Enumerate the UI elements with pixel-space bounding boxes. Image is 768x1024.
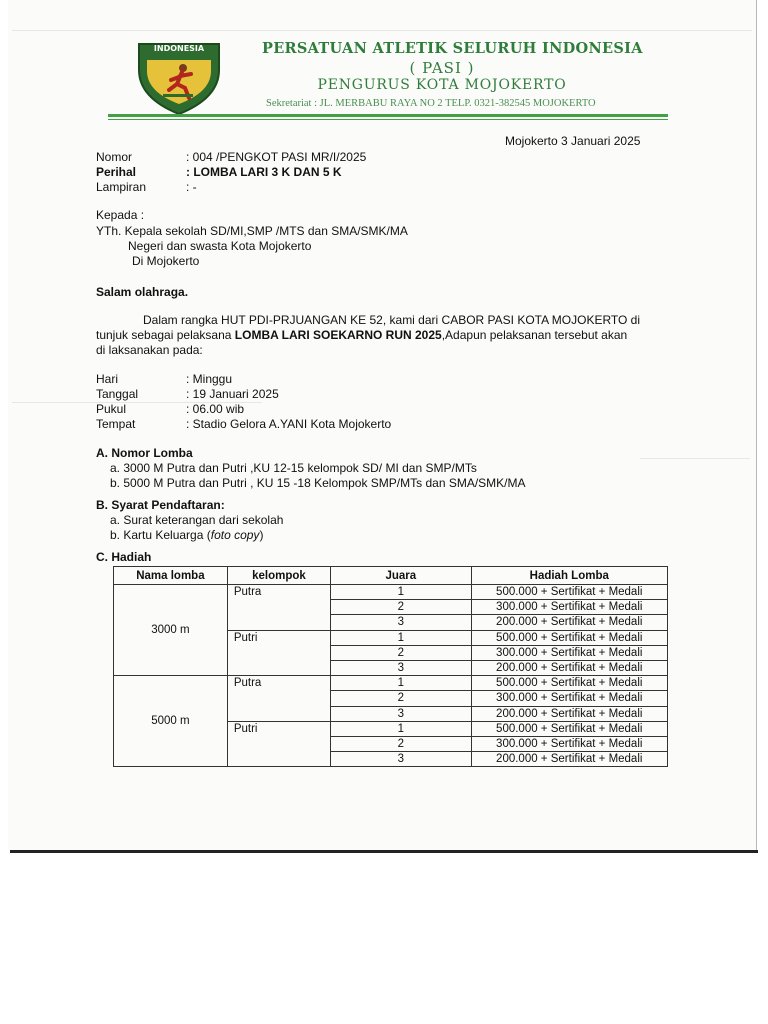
group-putri-cell: Putri xyxy=(227,721,330,767)
race-3000-cell: 3000 m xyxy=(114,585,228,676)
hadiah-cell: 300.000 + Sertifikat + Medali xyxy=(471,600,667,615)
logo-text: INDONESIA xyxy=(153,44,205,53)
pasi-logo-icon xyxy=(133,40,225,116)
pukul-label: Pukul xyxy=(96,402,127,416)
section-c-heading: C. Hadiah xyxy=(96,550,152,564)
body-line-3: di laksanakan pada: xyxy=(96,343,203,357)
greeting: Salam olahraga. xyxy=(96,285,189,299)
hadiah-cell: 300.000 + Sertifikat + Medali xyxy=(471,736,667,751)
juara-cell: 2 xyxy=(331,645,471,660)
kepada-label: Kepada : xyxy=(96,208,145,222)
hadiah-cell: 200.000 + Sertifikat + Medali xyxy=(471,752,667,767)
tanggal-value: : 19 Januari 2025 xyxy=(186,387,279,401)
org-title: PERSATUAN ATLETIK SELURUH INDONESIA xyxy=(262,40,643,57)
recipient-line-2: Negeri dan swasta Kota Mojokerto xyxy=(128,239,312,253)
body-line-1: Dalam rangka HUT PDI-PRJUANGAN KE 52, kami dari CABOR PASI KOTA MOJOKERTO di xyxy=(143,313,641,327)
nomor-value: : 004 /PENGKOT PASI MR/I/2025 xyxy=(186,150,367,164)
hadiah-cell: 200.000 + Sertifikat + Medali xyxy=(471,615,667,630)
section-a-heading: A. Nomor Lomba xyxy=(96,446,193,460)
juara-cell: 1 xyxy=(331,630,471,645)
juara-cell: 2 xyxy=(331,600,471,615)
hari-label: Hari xyxy=(96,372,119,386)
recipient-line-1: YTh. Kepala sekolah SD/MI,SMP /MTS dan SMA/SMK/MA xyxy=(96,224,408,238)
scan-fold-line xyxy=(12,30,752,31)
perihal-value: : LOMBA LARI 3 K DAN 5 K xyxy=(186,165,342,179)
table-row xyxy=(114,676,668,691)
hadiah-cell: 500.000 + Sertifikat + Medali xyxy=(471,630,667,645)
hadiah-cell: 500.000 + Sertifikat + Medali xyxy=(471,676,667,691)
scan-fold-line xyxy=(640,458,750,459)
section-a-item-b: b. 5000 M Putra dan Putri , KU 15 -18 Kelompok SMP/MTs dan SMA/SMK/MA xyxy=(110,476,526,490)
juara-cell: 3 xyxy=(331,752,471,767)
letterhead-divider xyxy=(108,114,668,117)
secretariat-address: Sekretariat : JL. MERBABU RAYA NO 2 TELP. 0321-382545 MOJOKERTO xyxy=(266,98,596,109)
body-line-2 xyxy=(96,328,627,343)
group-putra-cell: Putra xyxy=(227,585,330,631)
hadiah-cell: 300.000 + Sertifikat + Medali xyxy=(471,645,667,660)
hadiah-cell: 200.000 + Sertifikat + Medali xyxy=(471,706,667,721)
org-abbrev: ( PASI ) xyxy=(409,59,475,77)
lampiran-label: Lampiran xyxy=(96,180,147,194)
col-header-kelompok: kelompok xyxy=(227,567,330,585)
col-header-juara: Juara xyxy=(331,567,471,585)
hadiah-cell: 200.000 + Sertifikat + Medali xyxy=(471,660,667,675)
juara-cell: 2 xyxy=(331,691,471,706)
juara-cell: 2 xyxy=(331,736,471,751)
pukul-value: : 06.00 wib xyxy=(186,402,245,416)
tempat-label: Tempat xyxy=(96,417,136,431)
perihal-label: Perihal xyxy=(96,165,137,179)
letterhead-divider-thin xyxy=(108,119,668,120)
juara-cell: 3 xyxy=(331,615,471,630)
section-b-item-b-italic: foto copy xyxy=(210,528,260,542)
nomor-label: Nomor xyxy=(96,150,133,164)
table-row xyxy=(114,585,668,600)
section-b-heading: B. Syarat Pendaftaran: xyxy=(96,498,225,512)
hadiah-cell: 500.000 + Sertifikat + Medali xyxy=(471,585,667,600)
juara-cell: 1 xyxy=(331,721,471,736)
section-b-item-b-prefix: b. Kartu Keluarga ( xyxy=(110,528,211,542)
lampiran-value: : - xyxy=(186,180,197,194)
body-line-2-end: ,Adapun pelaksanan tersebut akan xyxy=(441,328,628,342)
section-a-item-a: a. 3000 M Putra dan Putri ,KU 12-15 kelompok SD/ MI dan SMP/MTs xyxy=(110,461,477,475)
recipient-line-3: Di Mojokerto xyxy=(132,254,200,268)
group-putra-cell: Putra xyxy=(227,676,330,722)
prize-table xyxy=(113,566,668,767)
col-header-hadiah: Hadiah Lomba xyxy=(471,567,667,585)
section-b-item-b-suffix: ) xyxy=(259,528,264,542)
event-name: LOMBA LARI SOEKARNO RUN 2025 xyxy=(234,328,442,342)
hadiah-cell: 500.000 + Sertifikat + Medali xyxy=(471,721,667,736)
body-line-2-start: tunjuk sebagai pelaksana xyxy=(96,328,235,342)
table-header-row xyxy=(114,567,668,585)
sheet-bottom-edge xyxy=(10,850,758,853)
col-header-nama-lomba: Nama lomba xyxy=(114,567,228,585)
org-pengurus: PENGURUS KOTA MOJOKERTO xyxy=(317,77,567,93)
letter-date: Mojokerto 3 Januari 2025 xyxy=(505,134,641,148)
hari-value: : Minggu xyxy=(186,372,233,386)
section-b-item-a: a. Surat keterangan dari sekolah xyxy=(110,513,284,527)
tanggal-label: Tanggal xyxy=(96,387,139,401)
tempat-value: : Stadio Gelora A.YANI Kota Mojokerto xyxy=(186,417,392,431)
juara-cell: 1 xyxy=(331,676,471,691)
section-b-item-b xyxy=(110,528,263,543)
juara-cell: 3 xyxy=(331,706,471,721)
group-putri-cell: Putri xyxy=(227,630,330,676)
race-5000-cell: 5000 m xyxy=(114,676,228,767)
juara-cell: 3 xyxy=(331,660,471,675)
hadiah-cell: 300.000 + Sertifikat + Medali xyxy=(471,691,667,706)
juara-cell: 1 xyxy=(331,585,471,600)
